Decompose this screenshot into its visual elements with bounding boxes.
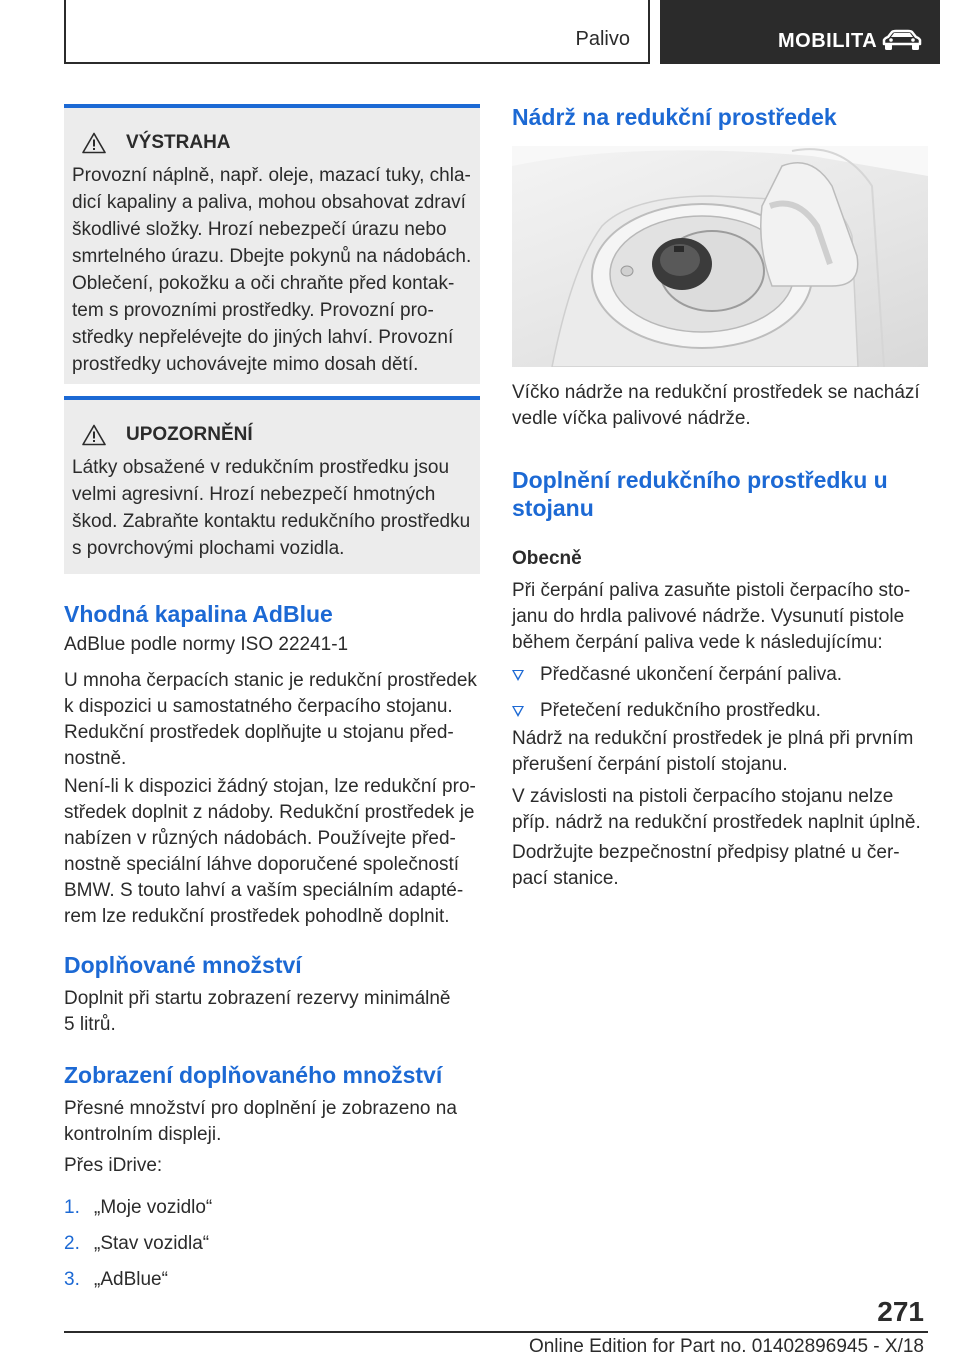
step-text: „Stav vozidla“ <box>94 1233 210 1254</box>
tank-heading: Nádrž na redukční prostředek <box>512 104 837 130</box>
car-icon <box>880 28 924 52</box>
text-line: prostředky uchovávejte mimo dosah dětí. <box>72 354 419 375</box>
text-line: vedle víčka palivové nádrže. <box>512 408 751 429</box>
text-line: Víčko nádrže na redukční prostředek se nachází <box>512 382 920 403</box>
text-line: velmi agresivní. Hrozí nebezpečí hmotných <box>72 484 436 505</box>
adblue-heading: Vhodná kapalina AdBlue <box>64 601 333 627</box>
notice-header <box>72 420 472 450</box>
bullet-triangle-icon <box>512 706 524 717</box>
notice-title: UPOZORNĚNÍ <box>126 424 253 445</box>
warning-triangle-icon <box>82 132 106 154</box>
heading-line: Doplnění redukčního prostředku u <box>512 467 888 493</box>
display-text <box>64 1096 457 1148</box>
list-item <box>64 1195 464 1221</box>
notice-text <box>72 454 472 562</box>
step-text: „AdBlue“ <box>94 1269 168 1290</box>
adblue-norm: AdBlue podle normy ISO 22241-1 <box>64 634 349 655</box>
text-line: Látky obsažené v redukčním prostředku jsou <box>72 457 450 478</box>
text-line: během čerpání paliva vede k následujícímu: <box>512 632 883 653</box>
warning-header <box>72 128 472 158</box>
text-line: Nádrž na redukční prostředek je plná při prvním <box>512 728 914 749</box>
footer-divider <box>64 1331 928 1333</box>
warning-box <box>64 104 480 384</box>
amount-text <box>64 986 451 1038</box>
notice-box <box>64 396 480 574</box>
text-line: škod. Zabraňte kontaktu redukčního prostředku <box>72 511 471 532</box>
text-line: nostně. <box>64 748 127 769</box>
list-item <box>512 662 928 698</box>
text-line: janu do hrdla palivové nádrže. Vysunutí pistole <box>512 606 905 627</box>
idrive-steps <box>64 1195 464 1303</box>
idrive-label: Přes iDrive: <box>64 1155 163 1176</box>
header-frame <box>64 0 650 64</box>
text-line: k dispozici u samostatného čerpacího stojanu. <box>64 696 453 717</box>
warning-text <box>72 162 472 378</box>
text-line: kontrolním displeji. <box>64 1124 222 1145</box>
adblue-paragraph-1 <box>64 668 477 772</box>
text-line: škodlivé složky. Hrozí nebezpečí úrazu nebo <box>72 219 447 240</box>
amount-heading: Doplňované množství <box>64 952 302 978</box>
refill-heading <box>512 466 888 522</box>
tank-caption <box>512 380 920 432</box>
footer-edition: Online Edition for Part no. 01402896945 - X/18 <box>528 1336 924 1357</box>
text-line: dicí kapaliny a paliva, mohou obsahovat zdraví <box>72 192 466 213</box>
text-line: Oblečení, pokožku a oči chraňte před kontak‐ <box>72 273 455 294</box>
page-number: 271 <box>877 1296 924 1327</box>
text-line: Při čerpání paliva zasuňte pistoli čerpacího sto‐ <box>512 580 911 601</box>
text-line: Provozní náplně, např. oleje, mazací tuky, chla‐ <box>72 165 471 186</box>
text-line: smrtelného úrazu. Dbejte pokynů na nádobách. <box>72 246 472 267</box>
text-line: příp. nádrž na redukční prostředek naplnit úplně. <box>512 812 921 833</box>
text-line: s povrchovými plochami vozidla. <box>72 538 345 559</box>
text-line: přerušení čerpání pistolí stojanu. <box>512 754 788 775</box>
refill-bullets <box>512 662 928 734</box>
text-line: rem lze redukční prostředek pohodlně doplnit. <box>64 906 450 927</box>
refill-paragraph-4 <box>512 840 900 892</box>
text-line: středek doplnit z nádoby. Redukční prostředek je <box>64 802 475 823</box>
text-line: pací stanice. <box>512 868 619 889</box>
text-line: U mnoha čerpacích stanic je redukční prostředek <box>64 670 477 691</box>
step-number: 3. <box>64 1269 80 1290</box>
step-number: 1. <box>64 1197 80 1218</box>
text-line: Přesné množství pro doplnění je zobrazeno na <box>64 1098 457 1119</box>
bullet-text: Přetečení redukčního prostředku. <box>540 700 821 721</box>
refill-paragraph-1 <box>512 578 910 656</box>
text-line: středky nepřelévejte do jiných lahví. Provozní <box>72 327 454 348</box>
step-number: 2. <box>64 1233 80 1254</box>
chapter-tab[interactable] <box>660 0 940 64</box>
refill-subheading: Obecně <box>512 548 582 569</box>
list-item <box>64 1231 464 1257</box>
display-heading: Zobrazení doplňovaného množství <box>64 1062 443 1088</box>
text-line: BMW. S touto lahví a vaším speciálním adapté‐ <box>64 880 464 901</box>
section-title: Palivo <box>575 28 630 50</box>
text-line: V závislosti na pistoli čerpacího stojanu nelze <box>512 786 894 807</box>
text-line: Dodržujte bezpečnostní předpisy platné u čer‐ <box>512 842 900 863</box>
adblue-paragraph-2 <box>64 774 476 930</box>
refill-paragraph-2 <box>512 726 913 778</box>
text-line: Doplnit při startu zobrazení rezervy minimálně <box>64 988 451 1009</box>
list-item <box>64 1267 464 1293</box>
tank-cap-photo <box>512 146 928 367</box>
text-line: Redukční prostředek doplňujte u stojanu před‐ <box>64 722 454 743</box>
text-line: tem s provozními prostředky. Provozní pro‐ <box>72 300 434 321</box>
text-line: nostně speciální láhve doporučené společností <box>64 854 460 875</box>
refill-paragraph-3 <box>512 784 921 836</box>
step-text: „Moje vozidlo“ <box>94 1197 213 1218</box>
warning-title: VÝSTRAHA <box>126 132 231 153</box>
tank-cap-illustration <box>512 146 928 367</box>
heading-line: stojanu <box>512 495 594 521</box>
warning-triangle-icon <box>82 424 106 446</box>
chapter-label: MOBILITA <box>778 30 878 52</box>
text-line: Není-li k dispozici žádný stojan, lze redukční pro‐ <box>64 776 476 797</box>
text-line: nabízen v různých nádobách. Používejte před‐ <box>64 828 456 849</box>
bullet-text: Předčasné ukončení čerpání paliva. <box>540 664 843 685</box>
bullet-triangle-icon <box>512 670 524 681</box>
text-line: 5 litrů. <box>64 1014 116 1035</box>
